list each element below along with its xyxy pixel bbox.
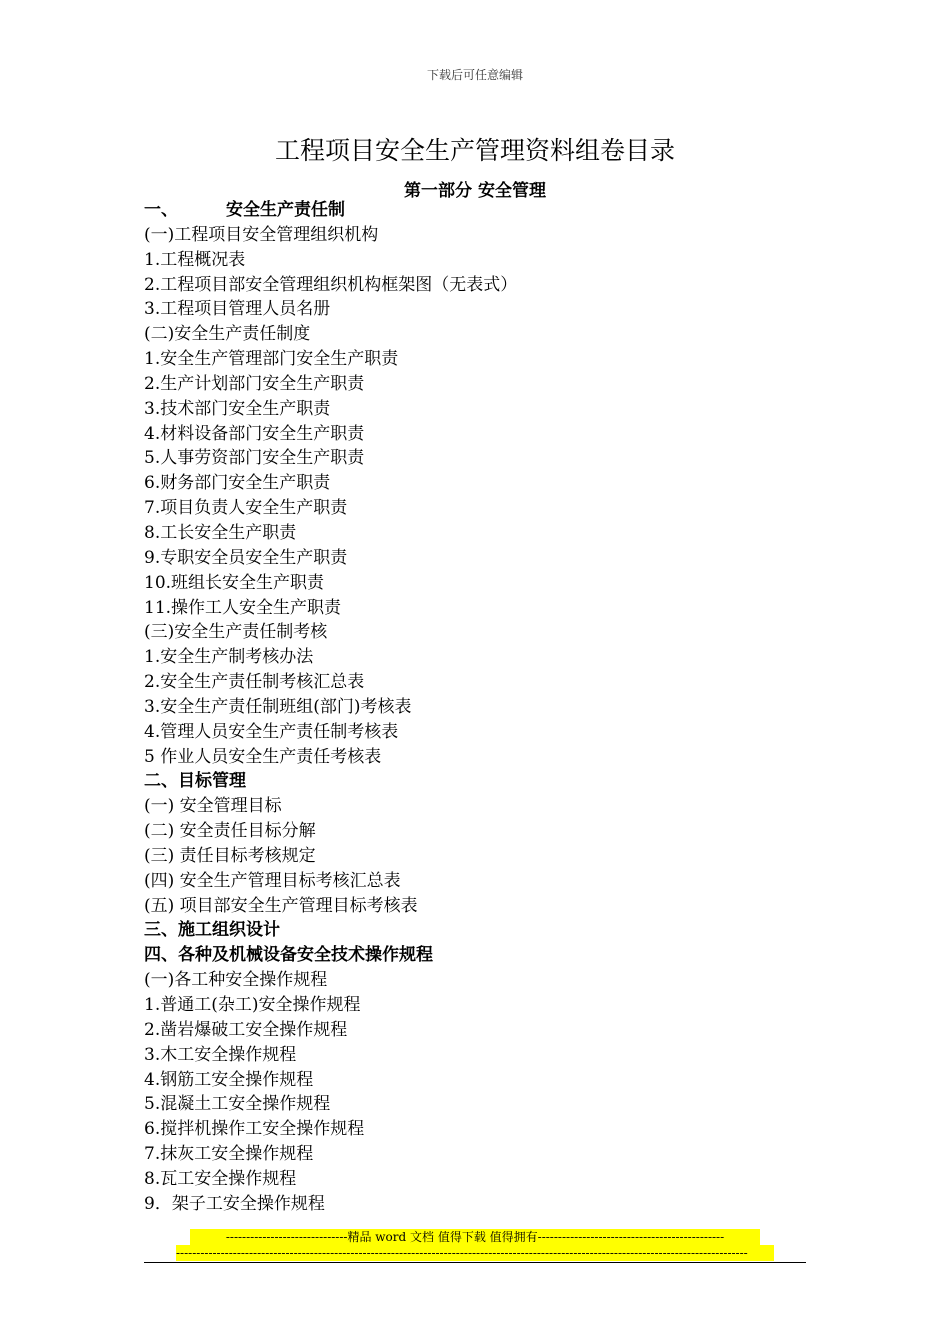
toc-item-label: 2.生产计划部门安全生产职责 (144, 373, 365, 394)
toc-item (144, 297, 824, 322)
toc-item-label: 四、各种及机械设备安全技术操作规程 (144, 945, 433, 966)
toc-item (144, 844, 824, 869)
toc-item-label: 1.安全生产制考核办法 (144, 647, 314, 668)
toc-item-label: 8.工长安全生产职责 (144, 522, 297, 543)
toc-item (144, 372, 824, 397)
toc-item (144, 446, 824, 471)
toc-section-heading (144, 769, 824, 794)
toc-item (144, 794, 824, 819)
toc-item (144, 322, 824, 347)
toc-item (144, 670, 824, 695)
toc-item-label: (二) 安全责任目标分解 (144, 821, 316, 842)
toc-item-label: 3.木工安全操作规程 (144, 1044, 297, 1065)
toc-item-label: (一)各工种安全操作规程 (144, 970, 328, 991)
toc-item (144, 869, 824, 894)
toc-item-number: 一、 (144, 200, 178, 220)
toc-item (144, 422, 824, 447)
toc-item (144, 397, 824, 422)
toc-item (144, 273, 824, 298)
toc-item-label: 7.项目负责人安全生产职责 (144, 498, 348, 519)
toc-item-label: 7.抹灰工安全操作规程 (144, 1144, 314, 1165)
toc-item (144, 596, 824, 621)
toc-item (144, 1142, 824, 1167)
toc-item-label: (二)安全生产责任制度 (144, 324, 311, 345)
footer-rule (144, 1262, 806, 1263)
toc-item (144, 993, 824, 1018)
toc-section-heading (144, 198, 824, 223)
toc-item-label: 1.安全生产管理部门安全生产职责 (144, 349, 399, 370)
toc-item (144, 1068, 824, 1093)
toc-item-label: 1.普通工(杂工)安全操作规程 (144, 995, 361, 1015)
toc-item-label: 9.专职安全员安全生产职责 (144, 547, 348, 568)
toc-item-label: (三) 责任目标考核规定 (144, 845, 316, 866)
toc-item (144, 471, 824, 496)
toc-item (144, 496, 824, 521)
toc-item-label: 6.财务部门安全生产职责 (144, 473, 331, 494)
toc-item (144, 1167, 824, 1192)
toc-item-label: 3.安全生产责任制班组(部门)考核表 (144, 696, 412, 717)
toc-item-label: 4.材料设备部门安全生产职责 (144, 423, 365, 444)
toc-item-label: 11.操作工人安全生产职责 (144, 597, 342, 618)
toc-item-label: 6.搅拌机操作工安全操作规程 (144, 1119, 365, 1140)
toc-item (144, 894, 824, 919)
toc-item-label: (一)工程项目安全管理组织机构 (144, 224, 379, 245)
toc-item-label: 4.管理人员安全生产责任制考核表 (144, 721, 399, 742)
toc-item (144, 720, 824, 745)
toc-item (144, 1043, 824, 1068)
toc-item-label: 5.混凝土工安全操作规程 (144, 1094, 331, 1115)
toc-item (144, 1192, 824, 1217)
toc-item-label: (四) 安全生产管理目标考核汇总表 (144, 870, 401, 891)
section-title: 第一部分 安全管理 (404, 181, 546, 201)
toc-item (144, 645, 824, 670)
toc-item-label: 8.瓦工安全操作规程 (144, 1168, 297, 1189)
toc-item (144, 347, 824, 372)
toc-item-label: (五) 项目部安全生产管理目标考核表 (144, 895, 418, 916)
toc-section-heading (144, 918, 824, 943)
toc-item (144, 695, 824, 720)
footer-banner-line: ------------------------------精品 word 文档 值得下载 值得拥有---------------------------------------------- (190, 1229, 760, 1245)
toc-item (144, 248, 824, 273)
toc-item-label: (一) 安全管理目标 (144, 796, 282, 817)
document-title: 工程项目安全生产管理资料组卷目录 (274, 136, 675, 165)
toc-item-label: 9．架子工安全操作规程 (144, 1193, 325, 1214)
toc-item-label: 2.凿岩爆破工安全操作规程 (144, 1019, 348, 1040)
toc-item (144, 819, 824, 844)
toc-item-label: 3.技术部门安全生产职责 (144, 398, 331, 419)
toc-item (144, 546, 824, 571)
toc-item-label: (三)安全生产责任制考核 (144, 622, 328, 643)
toc-item-label: 安全生产责任制 (226, 200, 345, 220)
toc-item-label: 2.安全生产责任制考核汇总表 (144, 672, 365, 693)
toc-item-label: 4.钢筋工安全操作规程 (144, 1069, 314, 1090)
toc-item-label: 1.工程概况表 (144, 249, 246, 270)
toc-item (144, 745, 824, 770)
toc-item (144, 521, 824, 546)
page-header-note: 下载后可任意编辑 (426, 68, 523, 82)
toc-item-label: 5.人事劳资部门安全生产职责 (144, 448, 365, 469)
toc-item (144, 1117, 824, 1142)
toc-item (144, 571, 824, 596)
toc-item (144, 223, 824, 248)
toc-item-label: 三、施工组织设计 (144, 920, 280, 941)
toc-item (144, 968, 824, 993)
toc-item-label: 2.工程项目部安全管理组织机构框架图（无表式） (144, 274, 518, 295)
footer-dash-line: --------------------------------------------------------------------------------------------------------------------------------------------- (176, 1245, 774, 1261)
toc-item (144, 620, 824, 645)
toc-item-label: 二、目标管理 (144, 771, 246, 792)
toc-section-heading (144, 943, 824, 968)
toc-item (144, 1018, 824, 1043)
toc-item-label: 3.工程项目管理人员名册 (144, 299, 331, 320)
toc-item (144, 1092, 824, 1117)
toc-item-label: 5 作业人员安全生产责任考核表 (144, 746, 382, 767)
table-of-contents (144, 198, 824, 1217)
toc-item-label: 10.班组长安全生产职责 (144, 572, 325, 593)
